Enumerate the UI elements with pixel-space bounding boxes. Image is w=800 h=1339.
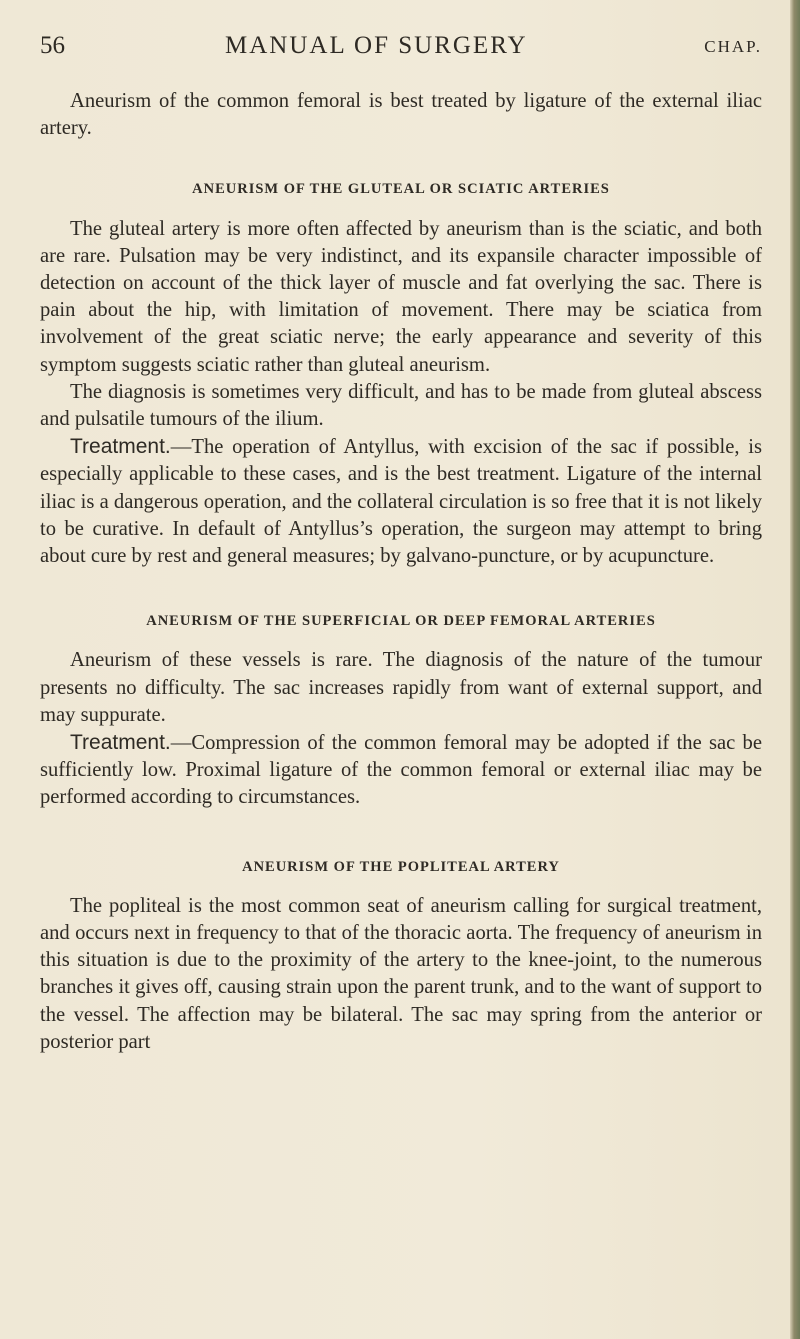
gluteal-diagnosis-paragraph: The diagnosis is sometimes very difficult, and has to be made from gluteal abscess and pulsatile tumours of the ilium.: [40, 380, 762, 431]
popliteal-section-heading: ANEURISM OF THE POPLITEAL ARTERY: [242, 858, 560, 875]
gluteal-section-heading: ANEURISM OF THE GLUTEAL OR SCIATIC ARTERIES: [192, 181, 610, 198]
gluteal-treatment-label: Treatment.: [70, 435, 171, 459]
femoral-treatment-paragraph: [40, 729, 762, 812]
popliteal-paragraph: The popliteal is the most common seat of aneurism calling for surgical treatment, and occurs next in frequency to that of the thoracic aorta. The frequency of aneurism in this situation is due to the proximity of the artery to the knee-joint, to the numerous branches it gives off, causing strain upon the parent trunk, and to the want of support to the vessel. The affection may be bilateral. The sac may spring from the anterior or posterior part: [40, 894, 762, 1053]
page-edge: [790, 0, 800, 1339]
page-number: 56: [40, 32, 65, 59]
femoral-treatment-label: Treatment.: [70, 731, 171, 755]
femoral-section-heading: ANEURISM OF THE SUPERFICIAL OR DEEP FEMORAL ARTERIES: [146, 613, 656, 630]
femoral-treatment-text: —Compression of the common femoral may be adopted if the sac be sufficiently low. Proximal ligature of the common femoral or external iliac may be performed according to circumstances.: [40, 732, 762, 809]
intro-paragraph: Aneurism of the common femoral is best treated by ligature of the external iliac artery.: [40, 90, 762, 140]
running-header: [40, 32, 762, 72]
page-body: [40, 88, 762, 1056]
gluteal-treatment-text: —The operation of Antyllus, with excision of the sac if possible, is especially applicable to these cases, and is the best treatment. Ligature of the internal iliac is a dangerous operation, and the collateral circulation is so free that it is not likely to be curative. In default of Antyllus’s operation, the surgeon may attempt to bring about cure by rest and general measures; by galvano-puncture, or by acupuncture.: [40, 436, 762, 568]
gluteal-treatment-paragraph: [40, 433, 762, 570]
running-title: MANUAL OF SURGERY: [225, 32, 528, 59]
femoral-paragraph: Aneurism of these vessels is rare. The diagnosis of the nature of the tumour presents no difficulty. The sac increases rapidly from want of external support, and may suppurate.: [40, 649, 762, 726]
gluteal-paragraph: The gluteal artery is more often affected by aneurism than is the sciatic, and both are rare. Pulsation may be very indistinct, and its expansile character impossible of detection on account of the thick layer of muscle and fat overlying the sac. There is pain about the hip, with limitation of movement. There may be sciatica from involvement of the great sciatic nerve; the early appearance and severity of this symptom suggests sciatic rather than gluteal aneurism.: [40, 217, 762, 376]
chapter-abbrev: CHAP.: [704, 37, 762, 56]
